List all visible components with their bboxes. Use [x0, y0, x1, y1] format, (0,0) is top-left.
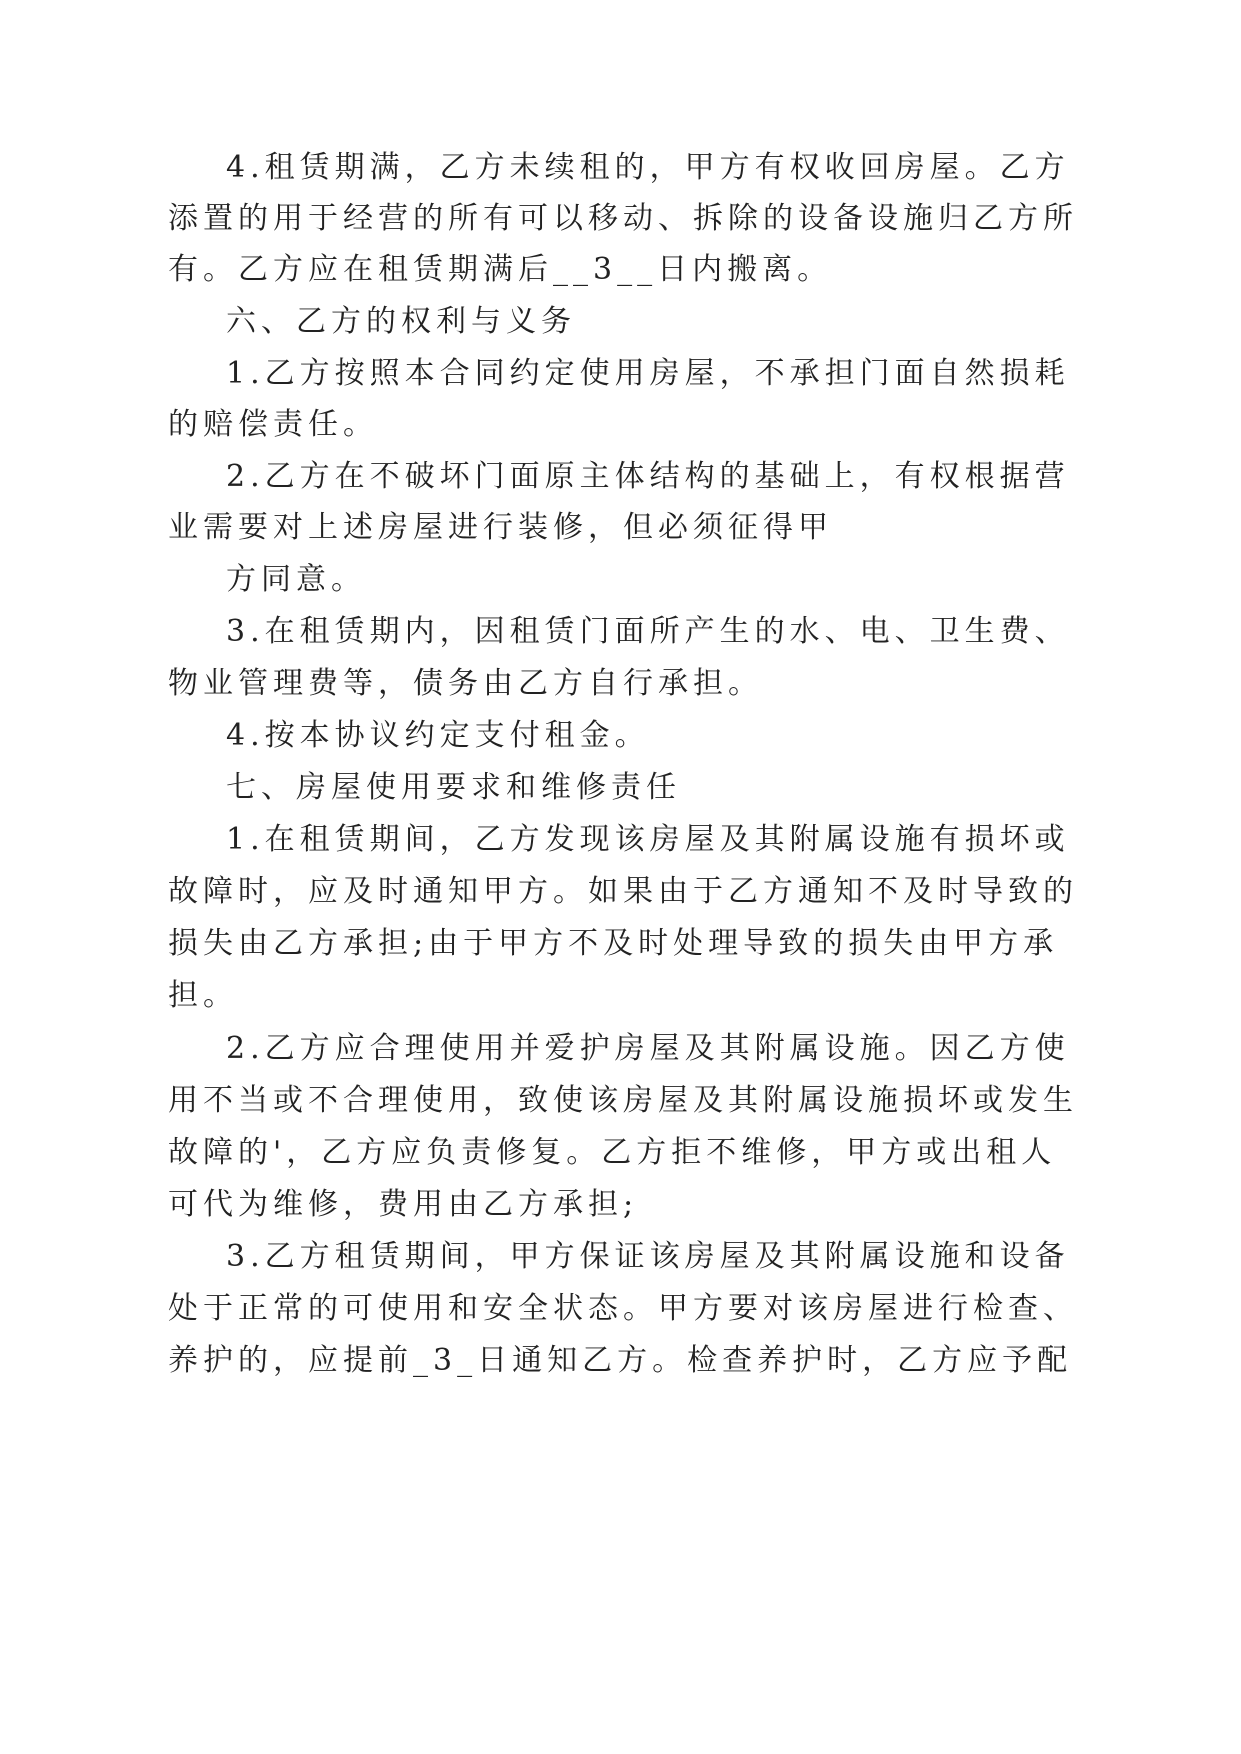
- section-6-item-3-line-2: 物业管理费等，债务由乙方自行承担。: [168, 666, 763, 701]
- section-6-item-3-line-1: 3.在租赁期内，因租赁门面所产生的水、电、卫生费、: [226, 614, 1070, 649]
- section-6-item-1-line-2: 的赔偿责任。: [168, 407, 378, 442]
- section-7-item-1-line-2: 故障时，应及时通知甲方。如果由于乙方通知不及时导致的: [168, 874, 1078, 909]
- section-7-item-1-line-4: 担。: [168, 978, 238, 1013]
- section-7-item-2-line-2: 用不当或不合理使用，致使该房屋及其附属设施损坏或发生: [168, 1083, 1078, 1118]
- section-6-item-1-line-1: 1.乙方按照本合同约定使用房屋，不承担门面自然损耗: [226, 356, 1070, 391]
- section-6-heading: 六、乙方的权利与义务: [226, 304, 576, 339]
- section-7-item-3-line-3: 养护的，应提前_3_日通知乙方。检查养护时，乙方应予配: [168, 1343, 1073, 1378]
- section-6-item-2-line-2: 业需要对上述房屋进行装修，但必须征得甲: [168, 510, 833, 545]
- section-7-item-2-line-3: 故障的'，乙方应负责修复。乙方拒不维修，甲方或出租人: [168, 1135, 1057, 1170]
- section-6-item-2-line-3: 方同意。: [226, 562, 366, 597]
- section-6-item-2-line-1: 2.乙方在不破坏门面原主体结构的基础上，有权根据营: [226, 459, 1070, 494]
- section-6-item-4: 4.按本协议约定支付租金。: [226, 718, 650, 753]
- clause-5-item-4-line-2: 添置的用于经营的所有可以移动、拆除的设备设施归乙方所: [168, 201, 1078, 236]
- section-7-item-1-line-3: 损失由乙方承担;由于甲方不及时处理导致的损失由甲方承: [168, 926, 1059, 961]
- clause-5-item-4-line-1: 4.租赁期满，乙方未续租的，甲方有权收回房屋。乙方: [226, 150, 1070, 185]
- section-7-item-3-line-2: 处于正常的可使用和安全状态。甲方要对该房屋进行检查、: [168, 1291, 1078, 1326]
- section-7-item-1-line-1: 1.在租赁期间，乙方发现该房屋及其附属设施有损坏或: [226, 822, 1070, 857]
- clause-5-item-4-line-3: 有。乙方应在租赁期满后__3__日内搬离。: [168, 252, 833, 287]
- section-7-item-2-line-4: 可代为维修，费用由乙方承担;: [168, 1187, 639, 1222]
- section-7-item-3-line-1: 3.乙方租赁期间，甲方保证该房屋及其附属设施和设备: [226, 1239, 1070, 1274]
- section-7-heading: 七、房屋使用要求和维修责任: [226, 770, 681, 805]
- section-7-item-2-line-1: 2.乙方应合理使用并爱护房屋及其附属设施。因乙方使: [226, 1031, 1070, 1066]
